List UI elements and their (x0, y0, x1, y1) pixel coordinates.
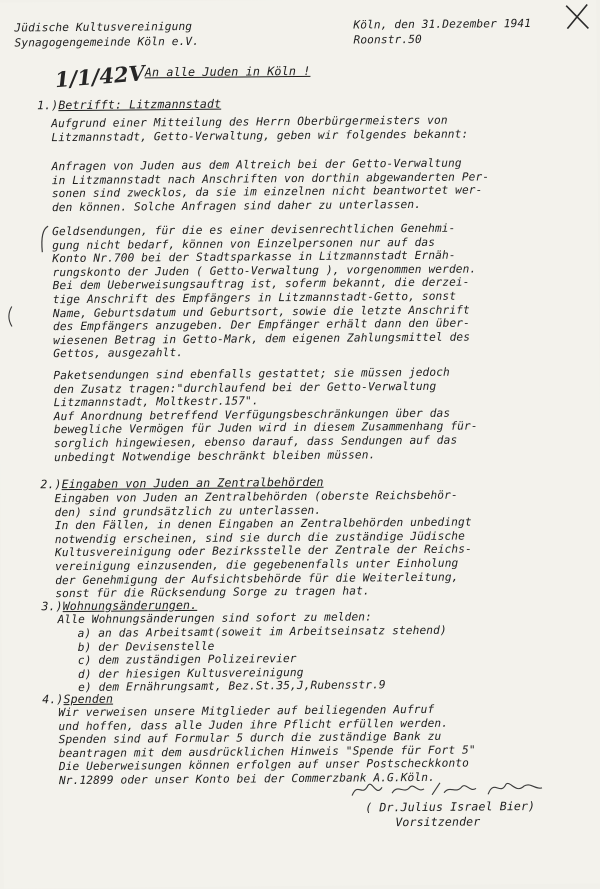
org-name-line2: Synagogengemeinde Köln e.V. (14, 34, 200, 50)
list-item: a) an das Arbeitsamt(soweit im Arbeitseinsatz stehend) (77, 623, 447, 640)
section-4-paragraph: Wir verweisen unsere Mitglieder auf beiliegenden Aufruf und hoffen, dass alle Juden ihre Pflicht erfüllen werden. Spenden sind auf Formular 5 durch die zuständige Bank zu beantragen mit dem ausdrücklichen Hinweis "Spende für Fort 5" Die Ueberweisungen können erfolgen auf unser Postscheckkonto Nr.12899 oder unser Konto bei der Commerzbank A.G.Köln. (58, 702, 476, 788)
margin-paren-icon (3, 304, 15, 328)
section-3-heading: 3.)Wohnungsänderungen. (41, 597, 198, 614)
cross-mark-icon (562, 1, 592, 31)
place-date: Köln, den 31.Dezember 1941 (353, 16, 532, 32)
section-2-heading: 2.)Eingaben von Juden an Zentralbehörden (40, 474, 324, 492)
list-item: e) dem Ernährungsamt, Bez.St.35,J,Rubensstr.9 (78, 678, 386, 695)
list-item: c) dem zuständigen Polizeirevier (77, 652, 297, 668)
list-item: b) der Devisenstelle (77, 639, 215, 654)
street-address: Roonstr.50 (353, 32, 422, 47)
list-item: d) der hiesigen Kultusvereinigung (77, 665, 304, 681)
section-1-paragraph-1: Aufgrund einer Mitteilung des Herrn Oberbürgermeisters von Litzmannstadt, Getto-Verwaltung, geben wir folgendes bekannt: (51, 113, 469, 144)
section-1-paragraph-4: Paketsendungen sind ebenfalls gestattet; sie müssen jedoch den Zusatz tragen:"durchlaufend bei der Getto-Verwaltung Litzmannstadt, Moltkestr.157". Auf Anordnung betreffend Verfügungsbeschränkungen über das bewegliche Vermögen für Juden wird in diesem Zusammenhang für- sorglich hingewiesen, ebenso darauf, dass Sendungen auf das unbedingt Notwendige beschränkt bleiben müssen. (53, 365, 478, 464)
section-1-paragraph-3: Geldsendungen, für die es einer devisenrechtlichen Genehmi- gung nicht bedarf, können von Einzelpersonen nur auf das Konto Nr.700 bei der Stadtsparkasse in Litzmannstadt Ernäh- rungskonto der Juden ( Getto-Verwaltung ), vorgenommen werden. Bei dem Ueberweisungsauftrag ist, soferm bekannt, die derzei- tige Anschrift des Empfängers in Litzmannstadt-Getto, sonst Name, Geburtsdatum und Geburtsort, sowie die letzte Anschrift des Empfängers anzugeben. Der Empfänger erhält dann den über- wiesenen Betrag in Getto-Mark, dem eigenen Zahlungsmittel des Gettos, ausgezahlt. (52, 221, 477, 361)
section-1-heading: 1.)Betrifft: Litzmannstadt (36, 96, 222, 113)
file-reference-mark: 1/1/42V (53, 60, 146, 93)
section-2-paragraph: Eingaben von Juden an Zentralbehörden (oberste Reichsbehör- den) sind grundsätzlich zu unterlassen. In den Fällen, in denen Eingaben an Zentralbehörden unbedingt notwendig erscheinen, sind sie durch die zuständige Jüdische Kultusvereinigung oder Bezirksstelle der Zentrale der Reichs- vereinigung einzusenden, die gegebenenfalls unter Einholung der Genehmigung der Aufsichtsbehörde für die Weiterleitung, sonst für die Rücksendung Sorge zu tragen hat. (54, 488, 472, 601)
section-1-paragraph-2: Anfragen von Juden aus dem Altreich bei der Getto-Verwaltung in Litzmannstadt nach Anschriften von dorthin abgewanderten Per- sonen sind zwecklos, da sie im einzelnen nicht beantwortet wer- den können. Solche Anfragen sind daher zu unterlassen. (51, 156, 490, 214)
org-name-line1: Jüdische Kultusvereinigung (14, 19, 193, 35)
margin-bracket-icon (38, 224, 50, 254)
section-4-heading: 4.)Spenden (42, 691, 114, 707)
section-3-list (78, 624, 448, 695)
salutation: An alle Juden in Köln ! (144, 63, 311, 80)
signatory-name: ( Dr.Julius Israel Bier) (365, 798, 536, 815)
signatory-title: Vorsitzender (395, 814, 481, 830)
section-3-intro: Alle Wohnungsänderungen sind sofort zu melden: (57, 610, 373, 627)
